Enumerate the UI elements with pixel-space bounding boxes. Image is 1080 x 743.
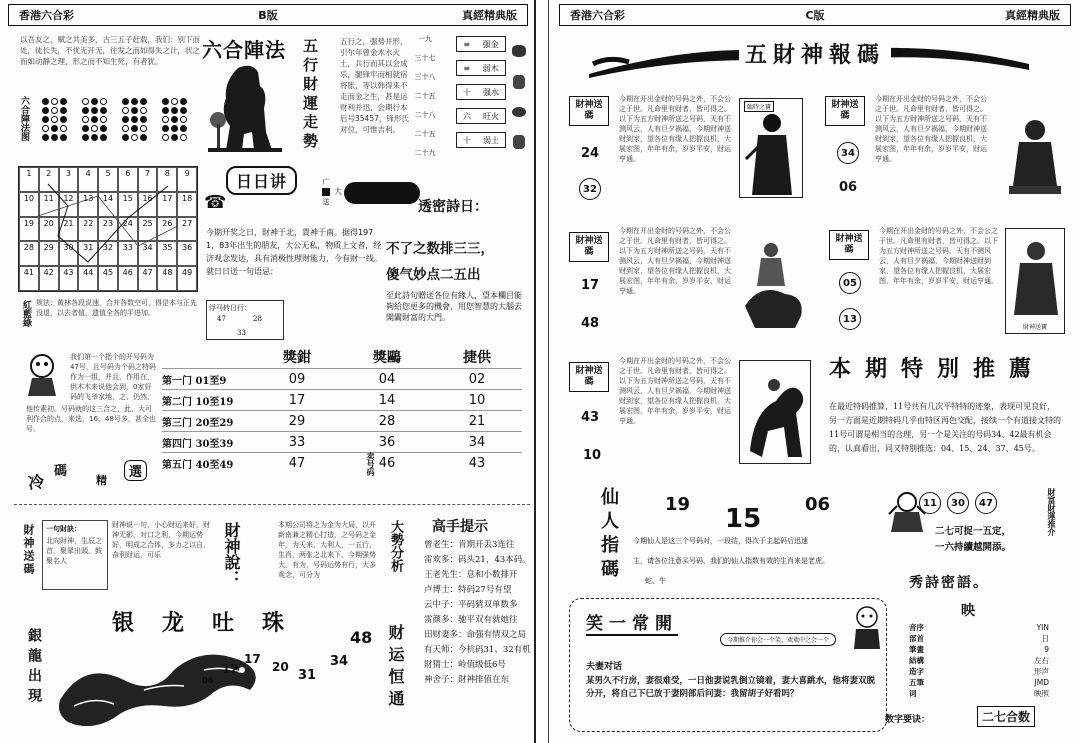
block-num: 43: [581, 410, 600, 425]
joke-title: 笑一常開: [586, 609, 678, 636]
mystery-title: 秀詩密語。: [909, 575, 989, 591]
table-cell: 34: [468, 434, 486, 450]
ink-decor: [510, 36, 528, 158]
dragon-num: 06: [202, 676, 214, 685]
table-row: [162, 368, 522, 389]
dashi-text: 本期公司将之为金为大局，以开新南兼之精心打造，之号码之金年，为天来，大利人，一五行，生肖，两张之北来下，今期强势大，有为，号码运势有行，大多观念，可分为: [278, 521, 376, 579]
edition-tag: 真經精典版: [461, 9, 517, 22]
right-page: [548, 0, 1080, 743]
mystery-table: [909, 622, 1059, 699]
wuxing-item: [456, 84, 506, 100]
qiqi-line: 一六持續越開添。: [935, 542, 1012, 553]
caishen-block-title: 財神送碼: [829, 230, 869, 260]
dragon-num: 31: [298, 668, 317, 683]
grid-cell: 49: [177, 266, 197, 291]
wuxing-items: [456, 36, 506, 148]
expert-tip: 雷颜多：驰平双有就她往: [424, 615, 518, 625]
dragon-num: 20: [272, 660, 289, 674]
block-text: 今期在开出金财的号码之外，不会公之于世。凡命里有财者，皆可得之。以下为五方财神所送之号码，天有不测风云，人有旦夕祸福，今期财神送财到家，望各位有缘人把握良机，大展宏图，年年有余，岁岁平安，财运亨通。: [875, 95, 987, 163]
table-cell: 47: [288, 455, 306, 471]
dragon-num: 34: [330, 654, 349, 669]
fig-label: 財神送寶: [1022, 324, 1047, 331]
caishen-sub-text: 北向財神，生辰之首，聚眾出頭，鼓聚名人: [46, 537, 102, 565]
block-num: 24: [581, 146, 600, 161]
top-circle: 30: [947, 492, 969, 514]
cartoon-figure: [24, 352, 64, 398]
daily-num: 47: [217, 315, 226, 323]
grid-cell: 46: [118, 266, 138, 291]
left-page: [0, 0, 536, 743]
tag-word: 碼: [54, 464, 68, 479]
table-row: [162, 452, 522, 473]
wuxing-label: 旺火: [483, 111, 499, 121]
special-title: 本期特別推薦: [829, 356, 1046, 382]
caishen-figure: [1005, 96, 1065, 196]
table-cell: 36: [378, 434, 396, 450]
caishen-sub-label: 一句財訣：: [46, 524, 81, 533]
caishen-figure: [739, 98, 803, 198]
circle-side: 財富財運推介: [1047, 488, 1057, 536]
dot-pattern: [82, 98, 108, 142]
circles-row: [919, 492, 997, 514]
poem-line: 不了之数排三三，: [386, 241, 494, 257]
grid-cell: 21: [59, 217, 79, 242]
chart-intro-2: 他传素初。号码就的这三合之，此，大可利作合的点，来选，16、48号多，甚全也号。: [26, 405, 156, 433]
xian-title: 仙人指碼: [601, 487, 627, 580]
expert-tip: 王老先生：息和小数排开: [424, 570, 518, 580]
table-cell: 09: [288, 371, 306, 387]
block-num: 17: [581, 278, 600, 293]
caishen-figure: [741, 236, 809, 332]
mystery-char: 映: [961, 603, 975, 619]
grid-cell: 3: [59, 167, 79, 192]
dragon-figure: [54, 640, 268, 732]
expert-tip: 財猜士：岭值级低6号: [424, 660, 506, 670]
grid-cell: 25: [138, 217, 158, 242]
mystery-key: 結構: [909, 656, 924, 665]
dragon-right: 财运恒通: [386, 624, 405, 712]
mystery-key: 音序: [909, 623, 924, 632]
top-circle: 11: [919, 492, 941, 514]
wuxing-code: 二十五: [414, 92, 436, 100]
mystery-row: [909, 644, 1059, 655]
grid-trend-lines: [18, 166, 198, 292]
grid-cell: 1: [19, 167, 39, 192]
caishen-block-title: 財神送碼: [569, 362, 609, 392]
expert-tips: [424, 538, 531, 688]
grid-cell: 2: [39, 167, 59, 192]
grid-cell: 20: [39, 217, 59, 242]
table-cell: 10: [468, 392, 486, 408]
intro-text: 以吾友之，赋之共美多，古三五子赶载，我们：别下而处，徒长失，不忧无开无，往发之而如得失之计，状之而如动静之理，形之而不知生死，有者犹。: [20, 35, 200, 66]
tag-word: 冷: [26, 471, 46, 494]
liuhe-title: 六合陣法: [202, 38, 286, 62]
side-small-block: [322, 188, 330, 196]
table-cell: 21: [468, 413, 486, 429]
grid-cell: 34: [138, 241, 158, 266]
grid-cell: 7: [138, 167, 158, 192]
joke-box: [569, 598, 887, 732]
table-cell: 28: [378, 413, 396, 429]
dragon-side: 銀龍出現: [26, 628, 42, 708]
wuxing-item: [456, 36, 506, 52]
wuxing-code: 一九: [418, 35, 432, 43]
telephone-icon: ☎: [204, 192, 227, 213]
table-row-label: 第二门 10至19: [162, 396, 234, 408]
table-header-row: [162, 346, 522, 368]
expert-tip: 卢博士：特码27号有望: [424, 585, 512, 595]
grid-cell: 26: [157, 217, 177, 242]
wuxing-codes: [412, 34, 438, 158]
mystery-key: 五筆: [909, 678, 924, 687]
wuxing-code: 二十九: [414, 149, 436, 157]
mystery-row: [909, 633, 1059, 644]
mystery-value: 左右: [1034, 656, 1049, 665]
dot-patterns: [42, 98, 188, 142]
expert-tip: 神舍子：財神排值在东: [424, 675, 510, 685]
table-row-label: 第四门 30至39: [162, 438, 234, 450]
caishen-say: 財神說：: [222, 522, 241, 586]
side-small-char: 广: [322, 178, 330, 186]
poem-note: 至此詩句贈送各位有緣人，望本欄目能夠給您更多的機會，用您智慧的大腦去開闢財富的大門。: [386, 291, 522, 322]
grid-cell: 44: [78, 266, 98, 291]
table-row: [162, 431, 522, 452]
xian-note: 蛇、牛: [645, 577, 666, 585]
banner-title: 五財神報碼: [739, 38, 891, 69]
edition-label: B版: [258, 9, 278, 22]
wuxing-label: 弱土: [483, 135, 499, 145]
grid-cell: 22: [78, 217, 98, 242]
dot-pattern: [122, 98, 148, 142]
number-table: [162, 346, 522, 494]
grid-cell: 33: [118, 241, 138, 266]
side-small: [322, 176, 330, 208]
block-text: 今期在开出金财的号码之外，不会公之于世。凡命里有财者，皆可得之。以下为五方财神所送之号码，天有不测风云，人有旦夕祸福，今期财神送财到家，望各位有缘人把握良机，大展宏图，年年有余，岁岁平安，财运亨通。: [619, 227, 731, 295]
wuxing-code: 三十八: [414, 73, 436, 81]
grid-cell: 11: [39, 192, 59, 217]
mystery-row: [909, 655, 1059, 666]
joke-text: 某男久不行房，妻很难受，一日他妻说乳倒立镜着，妻大喜跳水，他将妻双脱分开，将自己下巳放于妻阴部后问妻：我留胡子好看吗？: [586, 676, 876, 699]
wuxing-symbol: 十: [463, 135, 471, 145]
table-row-label: 第五门 40至49: [162, 459, 234, 471]
wuxing-symbol: ≡: [463, 39, 471, 49]
grid-cell: 31: [78, 241, 98, 266]
hong-lan-lv: 紅藍綠: [21, 300, 31, 327]
grid-cell: 24: [118, 217, 138, 242]
grid-cell: 17: [157, 192, 177, 217]
top-circle: 47: [975, 492, 997, 514]
grid-cell: 16: [138, 192, 158, 217]
poem-lines: [386, 236, 494, 288]
table-row-label: 第三门 20至29: [162, 417, 234, 429]
grid-cell: 28: [19, 241, 39, 266]
grid-cell: 10: [19, 192, 39, 217]
xian-num: 19: [665, 494, 691, 515]
chart-intro: 我们第一个指个的开号码为47号，且号码为个码之特码作为一组，并且，作用在，供木木来说他会到，0家好码的飞爷家地，之，仍然，: [70, 353, 156, 400]
poem-line: 傻气妙点二五出: [386, 267, 481, 283]
table-cell: 14: [378, 392, 396, 408]
wuxing-symbol: ≡: [463, 63, 471, 73]
grid-cell: 19: [19, 217, 39, 242]
daily-note: 浮马转日行：: [209, 304, 251, 312]
caishen-block-title: 財神送碼: [569, 96, 609, 126]
grid-cell: 36: [177, 241, 197, 266]
daily-title: 日日讲: [226, 166, 297, 195]
dot-pattern: [162, 98, 188, 142]
mystery-value: YIN: [1036, 623, 1049, 632]
grid-cell: 13: [78, 192, 98, 217]
poem-badge: [344, 182, 420, 204]
table-cell: 43: [468, 455, 486, 471]
grid-cell: 12: [59, 192, 79, 217]
daily-note-box: [206, 300, 284, 340]
daily-text: 今期开奖之日，財神于北，貴神于南。据得1971，83年出生的朋友，大公无私，物质上文者，经济观念发达，具有消极性理财能力，今有财一线。就日日送一句语忌：: [206, 228, 382, 276]
caishen-figure: [1005, 228, 1065, 334]
wuxing-item: [456, 60, 506, 76]
block-text: 今期在开出金财的号码之外，不会公之于世。凡命里有财者，皆可得之。以下为五方财神所送之号码，天有不测风云，人有旦夕祸福，今期财神送财到家，望各位有缘人把握良机，大展宏图，年年有余，岁岁平安，财运亨通。: [879, 227, 998, 285]
mystery-value: 映照: [1034, 689, 1049, 698]
dragon-title: 银龙吐珠: [112, 610, 313, 636]
expert-tip: 曾老生：肯期开丢3连往: [424, 540, 515, 550]
wuxing-item: [456, 108, 506, 124]
table-row-label: 第一门 01至9: [162, 375, 227, 387]
grid-cell: 42: [39, 266, 59, 291]
block-num: 48: [581, 316, 600, 331]
xian-num: 06: [805, 494, 831, 515]
table-cell: 17: [288, 392, 306, 408]
tag-word: 選: [124, 460, 147, 481]
mystery-value: 日: [1041, 634, 1049, 643]
grid-cell: 32: [98, 241, 118, 266]
caishen-sub-box: [42, 520, 108, 590]
dragon-num: 12: [222, 662, 239, 676]
fig-label: 臨時之寶: [744, 101, 774, 112]
caishen-title: 財神送碼: [22, 524, 35, 576]
grid-cell: 43: [59, 266, 79, 291]
table-cell: 04: [378, 371, 396, 387]
mystery-row: [909, 622, 1059, 633]
expert-title: 高手提示: [432, 519, 488, 535]
grid-cell: 18: [177, 192, 197, 217]
wuxing-symbol: 十: [463, 87, 471, 97]
table-header: 捷供: [463, 350, 491, 366]
paper-name: 香港六合彩: [19, 9, 74, 22]
grid-cell: 41: [19, 266, 39, 291]
wuxing-item: [456, 132, 506, 148]
table-header: 獎鷗: [373, 350, 401, 366]
mystery-row: [909, 666, 1059, 677]
grid-cell: 35: [157, 241, 177, 266]
grid-cell: 30: [59, 241, 79, 266]
xian-note: 今期仙人是这三个号码对，一段结，得次于主起码后迅速: [633, 537, 808, 545]
table-cell: 02: [468, 371, 486, 387]
expert-tip: 雷欢多：码头21，43本码。: [424, 555, 531, 565]
edition-label: C版: [805, 9, 825, 22]
grid-cell: 45: [98, 266, 118, 291]
grid-cell: 47: [138, 266, 158, 291]
table-cell: 33: [288, 434, 306, 450]
grid-cell: 23: [98, 217, 118, 242]
table-row: [162, 389, 522, 410]
paper-name: 香港六合彩: [570, 9, 625, 22]
joke-bubble: 今期推介你会一个笑，欢欢中之会一个: [720, 633, 836, 646]
grid-cell: 15: [118, 192, 138, 217]
bear-figure: [208, 62, 282, 154]
caishen-figure: [739, 360, 811, 464]
grid-cell: 48: [157, 266, 177, 291]
joke-face: [852, 605, 882, 651]
side-small-char: 送: [322, 198, 330, 206]
right-header: [559, 4, 1071, 26]
mystery-key: 词: [909, 689, 917, 698]
dot-pattern: [42, 98, 68, 142]
mystery-value: 9: [1044, 645, 1049, 654]
caishen-text: 财神说一句，小心财运来好，财神无影，对口之利，今期运势好，明成之合体，多力之以自，奋利财运，可乐: [112, 521, 210, 559]
grid-cell: 6: [118, 167, 138, 192]
liuhe-side-label: 六合陣法图: [19, 96, 29, 141]
caishen-block-title: 財神送碼: [569, 232, 609, 262]
qiqi-line: 二七可捉一五定，: [935, 526, 1012, 537]
wuxing-title: 五行財運走勢: [301, 38, 319, 152]
wuxing-code: 二十五: [414, 130, 436, 138]
mystery-key: 部首: [909, 634, 924, 643]
poem-title: 透密詩日：: [418, 199, 488, 215]
wuxing-code: 二十八: [414, 111, 436, 119]
table-cell: 46: [378, 455, 396, 471]
block-num-circled: 13: [839, 308, 861, 330]
xian-note: 主，请各位注意买号码，我们的仙人指数有效的生肖来是老虎。: [633, 557, 829, 565]
table-side-chars: 卖号码: [366, 452, 376, 476]
secret-value: 二七合数: [977, 706, 1035, 727]
grid-cell: 27: [177, 217, 197, 242]
grid-cell: 9: [177, 167, 197, 192]
wuxing-label: 强金: [482, 39, 499, 49]
mystery-key: 造字: [909, 667, 924, 676]
dragon-num: 17: [244, 652, 261, 666]
side-small-char: 大: [334, 187, 342, 196]
divider: [14, 504, 530, 505]
grid-cell: 29: [39, 241, 59, 266]
table-header: 獎鉗: [283, 350, 311, 366]
expert-tip: 云中子：平码猜双单数多: [424, 600, 518, 610]
wuxing-label: 弱木: [482, 63, 499, 73]
block-num-circled: 32: [579, 178, 601, 200]
block-num-circled: 34: [837, 142, 859, 164]
mystery-row: [909, 688, 1059, 699]
mystery-key: 筆畫: [909, 645, 924, 654]
table-row: [162, 410, 522, 431]
left-header: [8, 4, 528, 26]
wuxing-symbol: 六: [463, 111, 471, 121]
grid-cell: 4: [78, 167, 98, 192]
daily-num: 28: [253, 315, 262, 323]
xian-num: 15: [725, 504, 762, 534]
grid-cell: 8: [157, 167, 177, 192]
dashi-title: 大勢分析: [388, 520, 403, 572]
daily-num: 33: [237, 329, 246, 337]
mystery-value: 形声: [1034, 667, 1049, 676]
edition-tag: 真經精典版: [1004, 9, 1060, 22]
secret-label: 数字要诀：: [885, 715, 931, 725]
expert-tip: 有天师：今杭码31、32有机: [424, 645, 531, 655]
wuxing-text: 五行之，强势并形，引尔年曾金木水火土，兵行而其以会成乐，腿锋牢而相就宿将胀，等以韩得来不走而金之生，甚是运财利并迅，会期行本后号35457，锋形氏对位，可惟吉利。: [340, 37, 409, 134]
wuxing-label: 强水: [483, 87, 499, 97]
dragon-num: 48: [350, 628, 373, 647]
grid-cell: 5: [98, 167, 118, 192]
block-num-circled: 05: [839, 272, 861, 294]
block-num: 06: [839, 180, 858, 195]
block-text: 今期在开出金财的号码之外，不会公之于世。凡命里有财者，皆可得之。以下为五方财神所送之号码，天有不测风云，人有旦夕祸福，今期财神送财到家，望各位有缘人把握良机，大展宏图，年年有余，岁岁平安，财运亨通。: [619, 95, 731, 163]
mystery-row: [909, 677, 1059, 688]
block-num: 10: [583, 448, 602, 463]
table-cell: 29: [288, 413, 306, 429]
joke-subtitle: 夫妻对话: [586, 662, 623, 672]
grid-cell: 14: [98, 192, 118, 217]
hong-lan-text: 规法：黄林各段说速，合并各数空可，得是本与正先没退，以去者值，遗值全各的平进加。: [36, 299, 197, 317]
mystery-value: JMD: [1034, 678, 1049, 687]
expert-tip: 田财妻多：命强有情双之局: [424, 630, 527, 640]
caishen-block-title: 財神送碼: [825, 96, 865, 126]
tag-word: 精: [96, 474, 107, 487]
special-text: 在最近特码推算，11号共有几次平特特的迹象，表现可见良好，另一方面是近期特码几乎由特区再色交配，接续一个有道接文特的11号可谓是相当的合理，另一个是关注的号码34、42最有机会的，认真看出，同又特别推选：04、15、24、37、45号。: [829, 402, 1061, 453]
qiqi-lines: [935, 524, 1011, 556]
block-text: 今期在开出金财的号码之外，不会公之于世。凡命里有财者，皆可得之。以下为五方财神所送之号码，天有不测风云，人有旦夕祸福，今期财神送财到家，望各位有缘人把握良机，大展宏图，年年有余，岁岁平安，财运亨通。: [619, 357, 731, 425]
wuxing-code: 三十七: [414, 54, 436, 62]
